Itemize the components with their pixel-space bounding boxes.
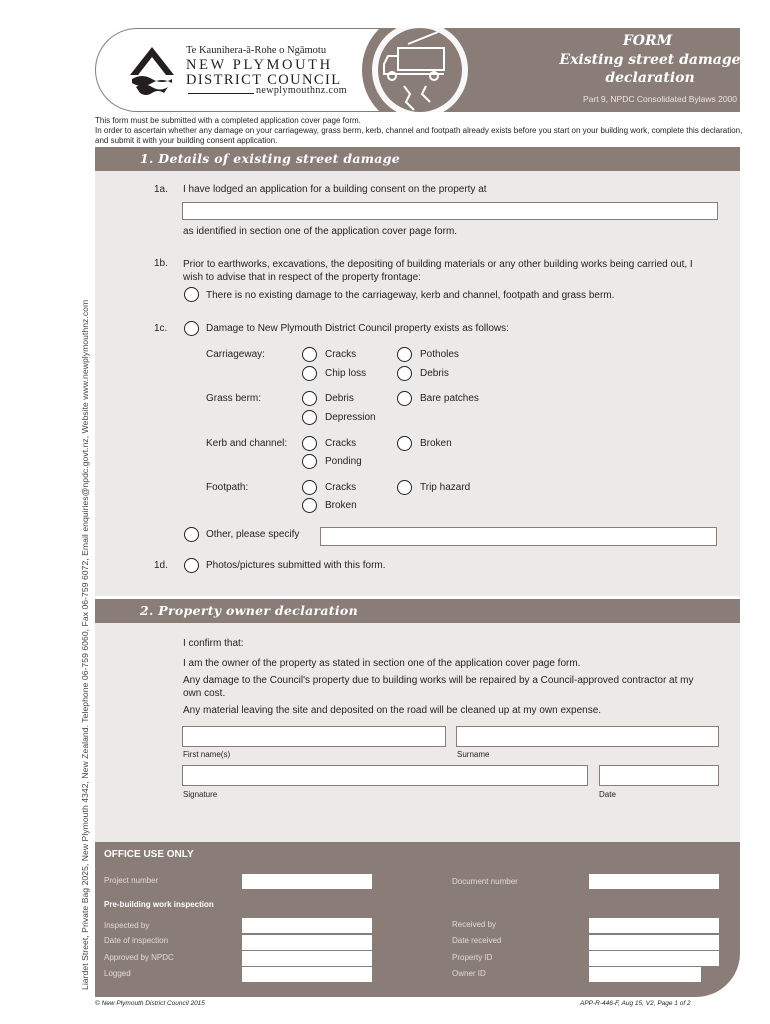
carriageway-label: Carriageway:: [206, 349, 265, 360]
other-radio[interactable]: [184, 527, 199, 542]
statement-2: Any damage to the Council's property due to building works will be repaired by a Council-approved contractor at my own cost.: [183, 675, 694, 699]
footpath-label: Footpath:: [206, 482, 249, 493]
section1-header: [95, 147, 740, 171]
grass-depression-radio[interactable]: [302, 410, 317, 425]
footpath-trip-hazard-label: Trip hazard: [420, 482, 471, 493]
logo-url: newplymouthnz.com: [256, 85, 347, 96]
form-kicker: FORM: [622, 33, 673, 49]
form-title: [515, 51, 770, 87]
carriageway-chip-loss-label: Chip loss: [325, 368, 367, 379]
q1a-after-text: as identified in section one of the application cover page form.: [183, 226, 458, 237]
kerb-label: Kerb and channel:: [206, 438, 288, 449]
project-number-field[interactable]: [242, 874, 372, 889]
owner-id-label: Owner ID: [452, 969, 486, 978]
q1b-text: Prior to earthworks, excavations, the depositing of building materials or any other building works being carried out, I wish to advise that in respect of the property frontage:: [183, 259, 693, 283]
confirm-text: I confirm that:: [183, 638, 244, 649]
intro-line2: In order to ascertain whether any damage on your carriageway, grass berm, kerb, channel and footpath already exists before you start on your building work, complete this declaration, and submit it with your building consent application.: [95, 126, 743, 145]
footpath-broken-label: Broken: [325, 500, 357, 511]
q1a-number: 1a.: [154, 184, 168, 195]
other-label: Other, please specify: [206, 529, 300, 540]
signature-label: Signature: [183, 790, 218, 799]
kerb-ponding-label: Ponding: [325, 456, 362, 467]
received-by-label: Received by: [452, 920, 497, 929]
grass-debris-radio[interactable]: [302, 391, 317, 406]
logged-label: Logged: [104, 969, 131, 978]
pre-building-title: Pre-building work inspection: [104, 900, 214, 909]
owner-id-field[interactable]: [589, 967, 701, 982]
footer-copyright: © New Plymouth District Council 2015: [95, 1000, 205, 1007]
intro-line1: This form must be submitted with a completed application cover page form.: [95, 116, 361, 125]
section1-title: 1. Details of existing street damage: [140, 151, 400, 166]
q1d-number: 1d.: [154, 560, 168, 571]
property-address-field[interactable]: [182, 202, 718, 220]
kerb-broken-radio[interactable]: [397, 436, 412, 451]
header-banner: [95, 28, 740, 112]
no-damage-radio[interactable]: [184, 287, 199, 302]
carriageway-cracks-label: Cracks: [325, 349, 357, 360]
npdc-logo-icon: [126, 43, 178, 99]
intro-text: [95, 116, 745, 146]
kerb-cracks-label: Cracks: [325, 438, 357, 449]
carriageway-potholes-label: Potholes: [420, 349, 459, 360]
footer-reference: APP-R-446-F, Aug 15, V2, Page 1 of 2: [580, 1000, 691, 1007]
other-specify-field[interactable]: [320, 527, 717, 546]
side-contact-text: Liardet Street, Private Bag 2025, New Plymouth 4342, New Zealand. Telephone 06-759 6060, Fax 06-759 6072, Email enquiries@npdc.govt.nz, Website www.newplymouthnz.com: [80, 299, 90, 990]
section2-header: [95, 599, 740, 623]
logo-line1: NEW PLYMOUTH: [186, 57, 333, 73]
header-logo-area: [95, 28, 395, 112]
project-number-label: Project number: [104, 876, 159, 885]
document-number-field[interactable]: [589, 874, 719, 889]
grass-bare-patches-label: Bare patches: [420, 393, 479, 404]
first-name-field[interactable]: [182, 726, 446, 747]
inspected-by-label: Inspected by: [104, 921, 150, 930]
carriageway-chip-loss-radio[interactable]: [302, 366, 317, 381]
footpath-cracks-label: Cracks: [325, 482, 357, 493]
property-id-label: Property ID: [452, 953, 493, 962]
statement-1: I am the owner of the property as stated in section one of the application cover page form.: [183, 658, 581, 669]
document-number-label: Document number: [452, 877, 518, 886]
section2-title: 2. Property owner declaration: [140, 603, 358, 618]
q1b-number: 1b.: [154, 258, 168, 269]
inspected-by-field[interactable]: [242, 918, 372, 933]
no-damage-label: There is no existing damage to the carriageway, kerb and channel, footpath and grass berm.: [206, 290, 615, 301]
q1a-text: I have lodged an application for a building consent on the property at: [183, 184, 487, 195]
date-inspection-label: Date of inspection: [104, 936, 169, 945]
signature-field[interactable]: [182, 765, 588, 786]
form-title-line1: Existing street damage: [559, 52, 741, 68]
carriageway-debris-label: Debris: [420, 368, 449, 379]
carriageway-cracks-radio[interactable]: [302, 347, 317, 362]
surname-field[interactable]: [456, 726, 719, 747]
received-by-field[interactable]: [589, 918, 719, 933]
logo-underline: [188, 93, 254, 94]
office-use-title: OFFICE USE ONLY: [104, 849, 194, 860]
form-part-reference: Part 9, NPDC Consolidated Bylaws 2000: [582, 94, 738, 104]
footpath-trip-hazard-radio[interactable]: [397, 480, 412, 495]
kerb-cracks-radio[interactable]: [302, 436, 317, 451]
kerb-ponding-radio[interactable]: [302, 454, 317, 469]
damage-exists-label: Damage to New Plymouth District Council property exists as follows:: [206, 323, 509, 334]
carriageway-potholes-radio[interactable]: [397, 347, 412, 362]
date-label: Date: [599, 790, 616, 799]
footpath-cracks-radio[interactable]: [302, 480, 317, 495]
damage-exists-radio[interactable]: [184, 321, 199, 336]
approved-by-label: Approved by NPDC: [104, 953, 174, 962]
surname-label: Surname: [457, 750, 490, 759]
grass-depression-label: Depression: [325, 412, 376, 423]
date-received-field[interactable]: [589, 935, 719, 950]
grass-bare-patches-radio[interactable]: [397, 391, 412, 406]
grass-debris-label: Debris: [325, 393, 354, 404]
footpath-broken-radio[interactable]: [302, 498, 317, 513]
date-received-label: Date received: [452, 936, 502, 945]
logo-tagline: Te Kaunihera-ā-Rohe o Ngāmotu: [186, 45, 327, 56]
date-inspection-field[interactable]: [242, 935, 372, 950]
property-id-field[interactable]: [589, 951, 719, 966]
form-title-line2: declaration: [605, 70, 695, 86]
photos-radio[interactable]: [184, 558, 199, 573]
kerb-broken-label: Broken: [420, 438, 452, 449]
grass-berm-label: Grass berm:: [206, 393, 262, 404]
logged-field[interactable]: [242, 967, 372, 982]
truck-illustration-icon: [360, 28, 480, 112]
q1c-number: 1c.: [154, 323, 168, 334]
approved-by-field[interactable]: [242, 951, 372, 966]
photos-label: Photos/pictures submitted with this form.: [206, 560, 386, 571]
carriageway-debris-radio[interactable]: [397, 366, 412, 381]
logo-line2: DISTRICT COUNCIL: [186, 72, 342, 88]
date-field[interactable]: [599, 765, 719, 786]
first-name-label: First name(s): [183, 750, 231, 759]
statement-3: Any material leaving the site and deposited on the road will be cleaned up at my own expense.: [183, 705, 602, 716]
